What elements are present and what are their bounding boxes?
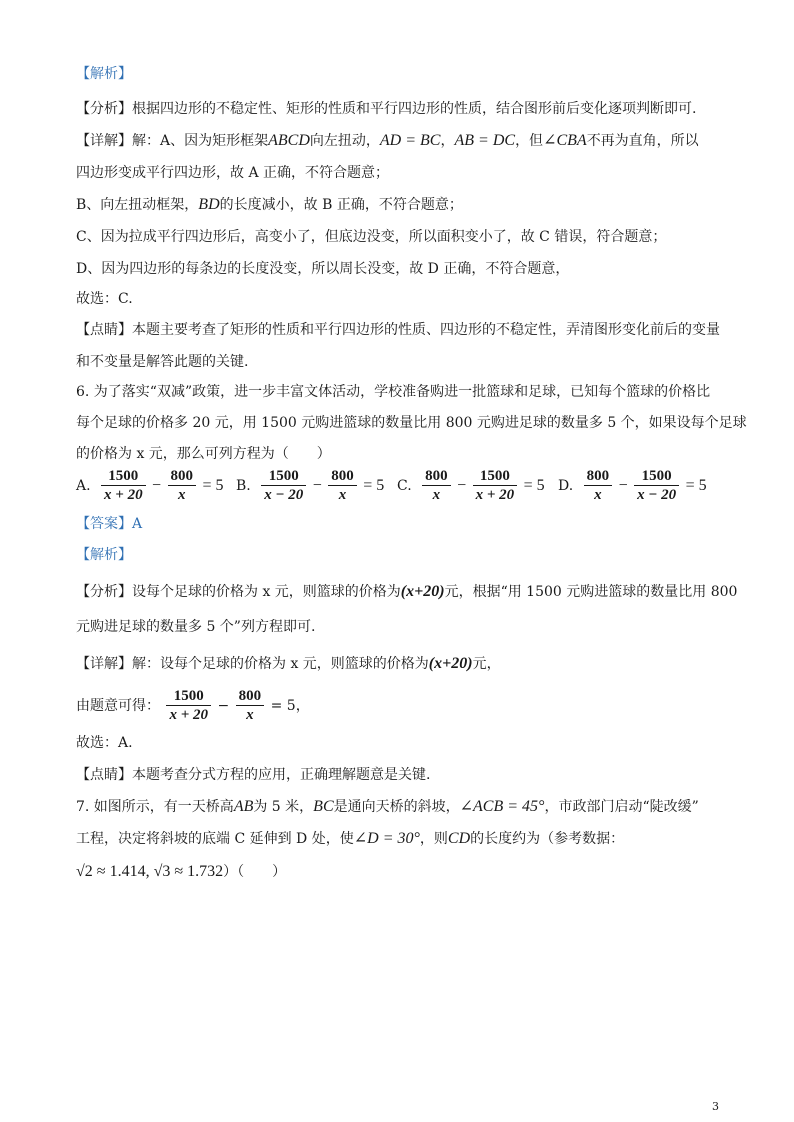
analysis-heading-2: 【解析】 [76, 547, 132, 563]
question-7-line-3: √2 ≈ 1.414, √3 ≈ 1.732）（ ） [76, 863, 287, 880]
detail-line-2: 四边形变成平行四边形，故 A 正确，不符合题意； [76, 165, 390, 181]
detail-line-3: B、向左扭动框架，BD的长度减小，故 B 正确，不符合题意； [76, 196, 463, 213]
page-number: 3 [712, 1100, 719, 1113]
option-c: C. $\frac{800}{x}$ − $\frac{1500}{x + 20}$ = 5 [397, 468, 545, 503]
question-7-line-2: 工程，决定将斜坡的底端 C 延伸到 D 处，使∠D = 30°，则CD的长度约为（参考数据： [76, 830, 625, 847]
comment-line-1: 【点睛】本题主要考查了矩形的性质和平行四边形的性质、四边形的不稳定性，弄清图形变化前后的变量 [76, 322, 720, 338]
detail-line-5: D、因为四边形的每条边的长度没变，所以周长没变，故 D 正确，不符合题意， [76, 261, 570, 277]
choose-line: 故选：C. [76, 291, 133, 307]
option-a: A. $\frac{1500}{x + 20}$ − $\frac{800}{x}$ = 5 [76, 468, 224, 503]
detail-line-4: C、因为拉成平行四边形后，高变小了，但底边没变，所以面积变小了，故 C 错误，符合题意； [76, 229, 667, 245]
answer-line: 【答案】A [76, 516, 143, 532]
analysis-text: 【分析】根据四边形的不稳定性、矩形的性质和平行四边形的性质，结合图形前后变化逐项判断即可. [76, 101, 697, 117]
question-6-line-2: 每个足球的价格多 20 元，用 1500 元购进篮球的数量比用 800 元购进足球的数量多 5 个，如果设每个足球 [76, 415, 747, 431]
option-b: B. $\frac{1500}{x - 20}$ − $\frac{800}{x}$ = 5 [236, 468, 385, 503]
analysis-2-line-2: 元购进足球的数量多 5 个”列方程即可. [76, 619, 316, 635]
option-d: D. $\frac{800}{x}$ − $\frac{1500}{x - 20}$ = 5 [558, 468, 707, 503]
question-6-line-1: 6. 为了落实“双减”政策，进一步丰富文体活动，学校准备购进一批篮球和足球，已知每个篮球的价格比 [76, 384, 711, 400]
detail-2-line-1: 【详解】解：设每个足球的价格为 x 元，则篮球的价格为(x+20)元， [76, 655, 501, 672]
analysis-heading: 【解析】 [76, 66, 132, 82]
question-7-line-1: 7. 如图所示，有一天桥高AB为 5 米，BC是通向天桥的斜坡，∠ACB = 45°，市政部门启动“陡改缓” [76, 798, 699, 815]
detail-2-equation: 由题意可得： $\frac{1500}{x + 20}$ − $\frac{800}{x}$ = 5， [76, 688, 310, 723]
comment-line-2: 和不变量是解答此题的关键. [76, 354, 249, 370]
analysis-2-line-1: 【分析】设每个足球的价格为 x 元，则篮球的价格为(x+20)元，根据“用 1500 元购进篮球的数量比用 800 [76, 583, 738, 600]
question-6-line-3: 的价格为 x 元，那么可列方程为（ ） [76, 446, 331, 462]
choose-line-2: 故选：A. [76, 735, 133, 751]
comment-2-line: 【点睛】本题考查分式方程的应用，正确理解题意是关键. [76, 767, 431, 783]
detail-line-1: 【详解】解：A、因为矩形框架ABCD向左扭动，AD = BC，AB = DC，但∠CBA不再为直角，所以 [76, 132, 699, 149]
